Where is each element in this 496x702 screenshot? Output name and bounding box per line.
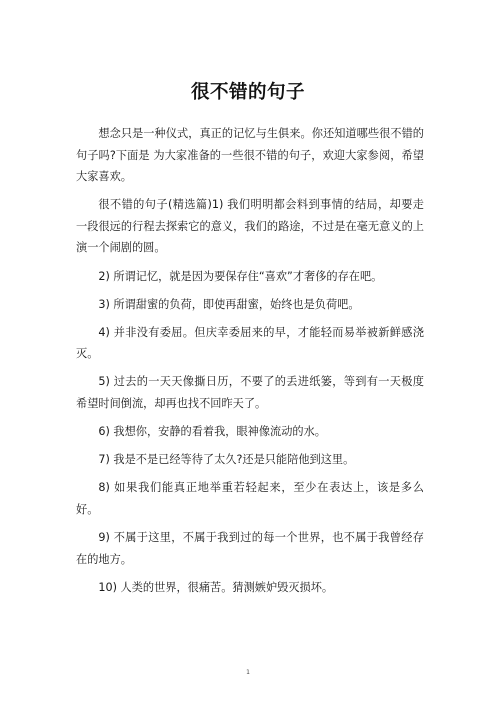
paragraph-sentence-6: 6) 我想你，安静的看着我，眼神像流动的水。 [98, 425, 326, 439]
paragraph-sentence-5: 5) 过去的一天天像撕日历，不要了的丢进纸篓，等到有一天极度希望时间倒流，却再也找不回昨天了。 [76, 375, 424, 411]
paragraph-sentence-8: 8) 如果我们能真正地举重若轻起来，至少在表达上，该是多么好。 [76, 481, 424, 516]
paragraph-sentence-10: 10) 人类的世界，很痛苦。猜测嫉妒毁灭损坏。 [98, 580, 334, 594]
paragraph-sentence-1: 很不错的句子(精选篇)1) 我们明明都会料到事情的结局，却要走一段很远的行程去探索它的意义，我们的路途，不过是在毫无意义的上演一个闹剧的圆。 [76, 198, 424, 255]
document-body [76, 123, 424, 598]
page-number: 1 [246, 669, 250, 676]
paragraph-sentence-3: 3) 所谓甜蜜的负荷，即使再甜蜜，始终也是负荷吧。 [98, 297, 360, 311]
paragraph-sentence-9: 9) 不属于这里，不属于我到过的每一个世界，也不属于我曾经存在的地方。 [76, 531, 424, 566]
paragraph-sentence-4: 4) 并非没有委屈。但庆幸委屈来的早，才能轻而易举被新鲜感浇灭。 [76, 325, 424, 361]
paragraph-sentence-7: 7) 我是不是已经等待了太久?还是只能陪他到这里。 [98, 453, 355, 467]
paragraph-sentence-2: 2) 所谓记忆，就是因为要保存住“喜欢”才奢侈的存在吧。 [98, 269, 383, 283]
paragraph-intro: 想念只是一种仪式，真正的记忆与生俱来。你还知道哪些很不错的句子吗?下面是 为大家准备的一些很不错的句子，欢迎大家参阅，希望大家喜欢。 [76, 127, 424, 184]
page-title: 很不错的句子 [190, 82, 305, 104]
